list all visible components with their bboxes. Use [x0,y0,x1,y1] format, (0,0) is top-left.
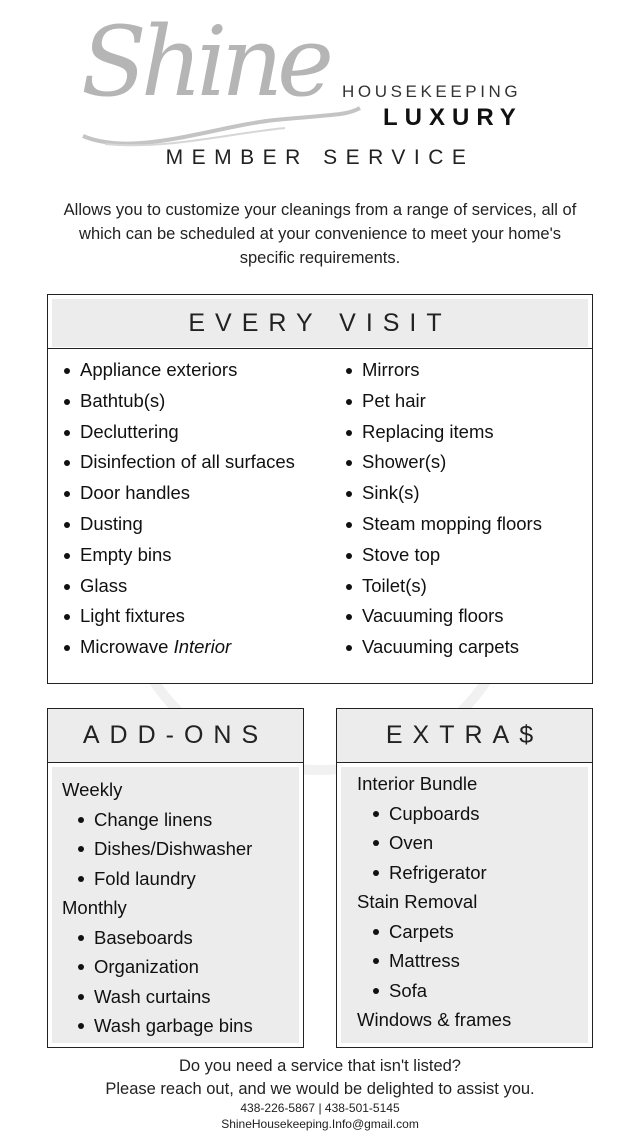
list-item: Empty bins [62,540,295,571]
footer-phones[interactable]: 438-226-5867 | 438-501-5145 [240,1101,400,1115]
list-item: Decluttering [62,417,295,448]
logo-tier: LUXURY [383,104,523,131]
brand-logo [75,8,545,158]
group-heading-interior-bundle: Interior Bundle [357,773,478,794]
list-item: Vacuuming carpets [344,632,542,663]
intro-text: Allows you to customize your cleanings from a range of services, all of which can be scheduled at your convenience to meet your home's specific requirements. [63,201,577,267]
add-ons-title: ADD-ONS [48,709,303,763]
divider [48,348,592,349]
group-heading-windows: Windows & frames [357,1009,512,1030]
list-item: Shower(s) [344,447,542,478]
list-item: Oven [357,828,511,858]
list-item: Baseboards [62,923,253,953]
list-item: Disinfection of all surfaces [62,447,295,478]
every-visit-title: EVERY VISIT [52,299,588,347]
list-item: Toilet(s) [344,571,542,602]
list-item: Organization [62,952,253,982]
every-visit-panel [47,294,593,684]
group-heading-weekly: Weekly [62,779,123,800]
list-item: Wash curtains [62,982,253,1012]
list-item: Stove top [344,540,542,571]
list-item: Vacuuming floors [344,601,542,632]
group-heading-stain-removal: Stain Removal [357,891,478,912]
list-item: Mirrors [344,355,542,386]
list-item: Sofa [357,976,511,1006]
list-item: Light fixtures [62,601,295,632]
list-item: Carpets [357,917,511,947]
add-ons-list [62,775,253,1041]
footer-reach-out: Please reach out, and we would be delighted to assist you. [105,1080,535,1098]
list-item: Refrigerator [357,858,511,888]
list-item: Steam mopping floors [344,509,542,540]
extras-panel [336,708,593,1048]
list-item: Dusting [62,509,295,540]
program-title: MEMBER SERVICE [165,146,475,169]
list-item: Dishes/Dishwasher [62,834,253,864]
every-visit-right-list [344,355,542,663]
list-item: Change linens [62,805,253,835]
list-item: Bathtub(s) [62,386,295,417]
list-item: Pet hair [344,386,542,417]
list-item-qualifier: Interior [173,636,232,658]
list-item: Fold laundry [62,864,253,894]
list-item: Sink(s) [344,478,542,509]
add-ons-panel [47,708,304,1048]
list-item: Mattress [357,946,511,976]
extras-title: EXTRA$ [337,709,592,763]
logo-subtitle: HOUSEKEEPING [342,82,522,101]
list-item: Replacing items [344,417,542,448]
logo-script-name: Shine [81,6,328,118]
group-heading-monthly: Monthly [62,897,127,918]
extras-list [357,769,511,1035]
list-item: Cupboards [357,799,511,829]
every-visit-left-list [62,355,295,663]
footer-email-link[interactable]: ShineHousekeeping.Info@gmail.com [221,1117,419,1131]
list-item: Wash garbage bins [62,1011,253,1041]
list-item-text: Microwave [80,636,169,658]
list-item: Door handles [62,478,295,509]
footer-question: Do you need a service that isn't listed? [179,1057,461,1075]
list-item: Glass [62,571,295,602]
list-item: Appliance exteriors [62,355,295,386]
list-item [62,632,295,663]
